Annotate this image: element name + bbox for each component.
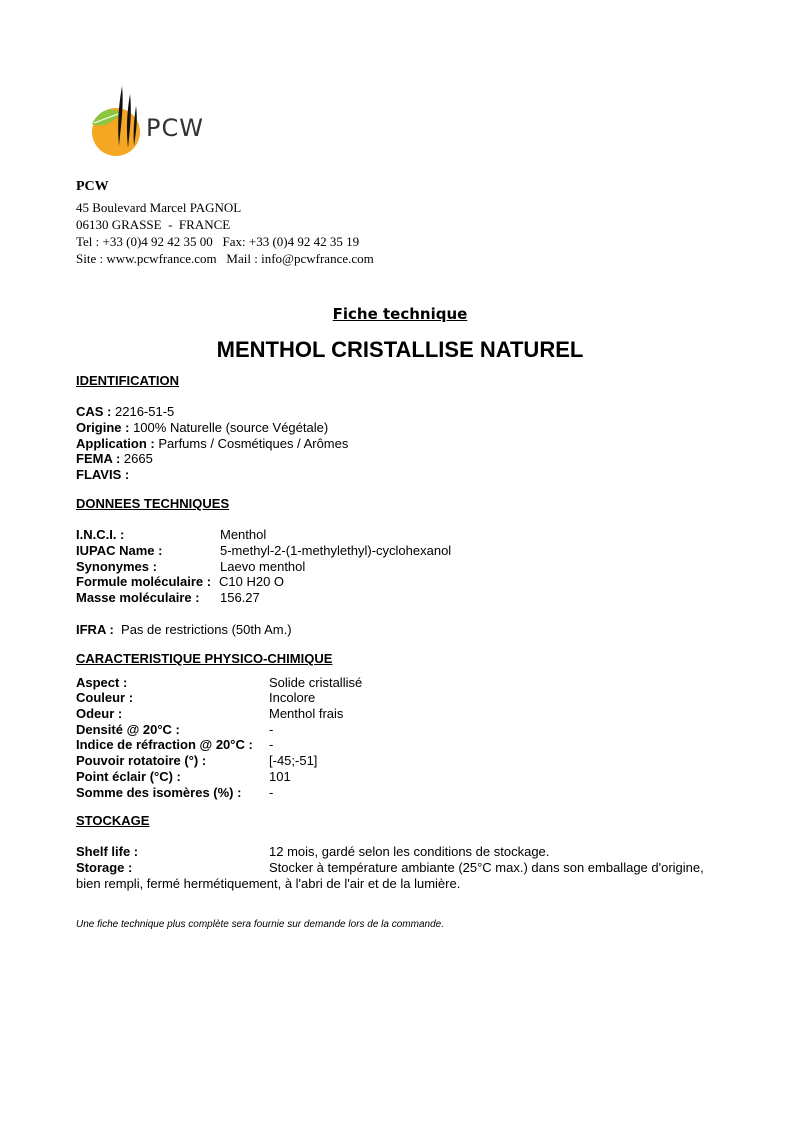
company-name: PCW — [76, 179, 109, 194]
tech-row-iupac: IUPAC Name : 5-methyl-2-(1-methylethyl)-cyclohexanol — [76, 543, 452, 559]
id-row-application: Application : Parfums / Cosmétiques / Arômes — [76, 435, 349, 451]
phys-row-odeur: Odeur : Menthol frais — [76, 706, 344, 722]
storage-section — [76, 813, 736, 891]
phys-row-couleur: Couleur : Incolore — [76, 690, 316, 706]
company-address-block — [76, 178, 374, 267]
section-heading: STOCKAGE — [76, 813, 150, 828]
section-heading: CARACTERISTIQUE PHYSICO-CHIMIQUE — [76, 651, 333, 666]
tech-row-ifra: IFRA : Pas de restrictions (50th Am.) — [76, 621, 292, 637]
phys-row-point-eclair: Point éclair (°C) : 101 — [76, 768, 291, 784]
identification-section — [76, 373, 348, 483]
phys-row-aspect: Aspect : Solide cristallisé — [76, 674, 363, 690]
logo-text: PCW — [146, 114, 204, 142]
tech-row-synonymes: Synonymes : Laevo menthol — [76, 558, 306, 574]
phone-fax-line: Tel : +33 (0)4 92 42 35 00 Fax: +33 (0)4 92 42 35 19 — [76, 234, 360, 249]
id-row-origine: Origine : 100% Naturelle (source Végétale) — [76, 420, 329, 436]
document-type: Fiche technique — [332, 305, 468, 323]
id-row-cas: CAS : 2216-51-5 — [76, 404, 175, 420]
phys-row-indice: Indice de réfraction @ 20°C : - — [76, 737, 274, 753]
storage-row-storage: Storage : Stocker à température ambiante (25°C max.) dans son emballage d'origine, — [76, 860, 704, 876]
tech-row-formule: Formule moléculaire : C10 H20 O — [76, 574, 285, 590]
phys-row-pouvoir: Pouvoir rotatoire (°) : [-45;-51] — [76, 753, 318, 769]
tech-row-masse: Masse moléculaire : 156.27 — [76, 590, 260, 606]
address-line-2: 06130 GRASSE - FRANCE — [76, 217, 231, 232]
section-heading: IDENTIFICATION — [76, 373, 180, 388]
technical-data-section — [76, 496, 452, 637]
id-row-fema: FEMA : 2665 — [76, 451, 153, 467]
physico-chemical-section — [76, 651, 363, 800]
phys-row-isomeres: Somme des isomères (%) : - — [76, 784, 274, 800]
footnote: Une fiche technique plus complète sera fournie sur demande lors de la commande. — [76, 919, 444, 930]
phys-row-densite: Densité @ 20°C : - — [76, 721, 274, 737]
product-title: MENTHOL CRISTALLISE NATUREL — [216, 337, 584, 362]
id-row-flavis: FLAVIS : — [76, 467, 130, 483]
tech-row-inci: I.N.C.I. : Menthol — [76, 527, 267, 543]
storage-row-shelf-life: Shelf life : 12 mois, gardé selon les conditions de stockage. — [76, 844, 550, 860]
section-heading: DONNEES TECHNIQUES — [76, 496, 230, 511]
address-line-1: 45 Boulevard Marcel PAGNOL — [76, 200, 242, 215]
web-mail-line: Site : www.pcwfrance.com Mail : info@pcwfrance.com — [76, 251, 374, 266]
storage-row-storage-cont: bien rempli, fermé hermétiquement, à l'abri de l'air et de la lumière. — [76, 875, 461, 891]
